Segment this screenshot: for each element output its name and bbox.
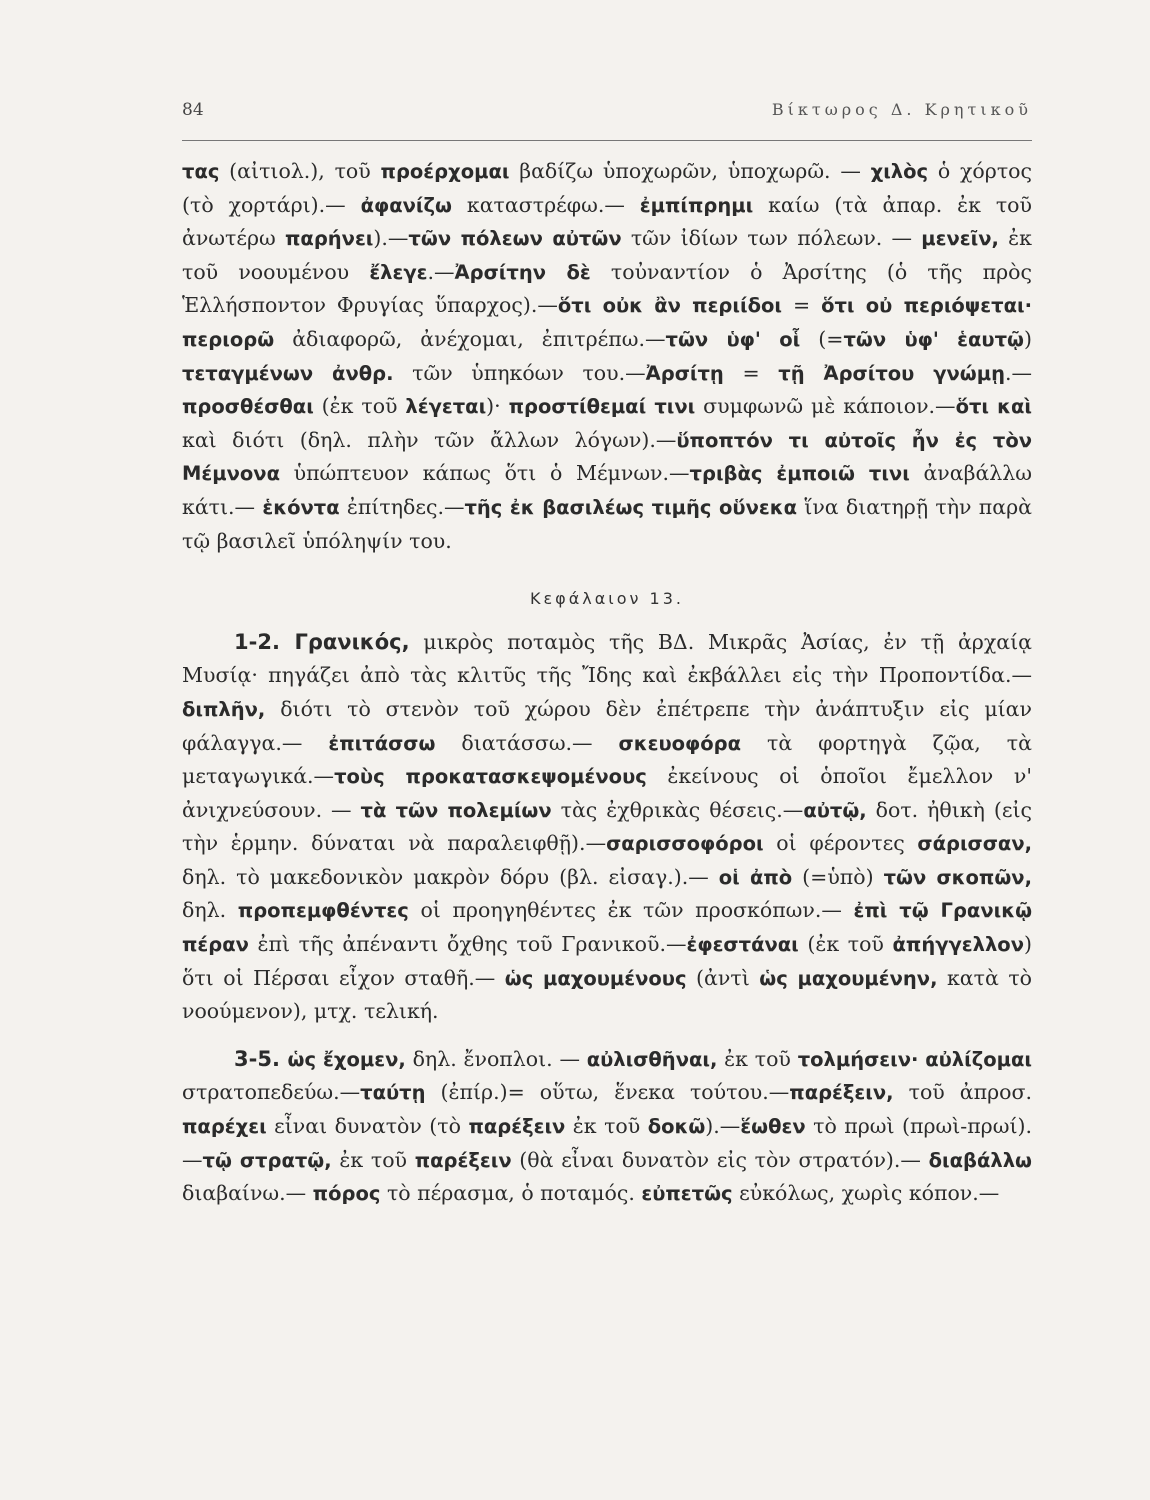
gloss-text: ἀναβάλλω κάτι.— xyxy=(182,461,1032,519)
section-number: 3-5. xyxy=(234,1046,288,1071)
gloss-text: ἐκ τοῦ xyxy=(565,1114,648,1139)
gloss-text: ἀδιαφορῶ, ἀνέχομαι, ἐπιτρέπω.— xyxy=(274,326,666,351)
gloss-text: κατὰ τὸ νοούμενον), μτχ. τελική. xyxy=(182,965,1033,1024)
lemma: προπεμφθέντες xyxy=(237,899,409,923)
lemma: τας xyxy=(182,160,220,183)
lemma: μενεῖν, xyxy=(921,227,999,251)
gloss-text: τὰς ἐχθρικὰς θέσεις.— xyxy=(551,797,804,822)
lemma: λέγεται xyxy=(405,395,487,419)
gloss-text: (ἐπίρ.)= οὕτω, ἕνεκα τούτου.— xyxy=(425,1080,790,1105)
lemma: ὕποπτόν τι αὐτοῖς ἦν ἐς τὸν Μέμνονα xyxy=(182,428,1032,486)
lemma: ὡς μαχουμένην, xyxy=(759,966,938,990)
lemma: παρέξειν xyxy=(468,1115,566,1139)
gloss-text: τῶν ὑπηκόων του.— xyxy=(393,360,646,385)
lemma: προσθέσθαι xyxy=(182,395,314,419)
gloss-text: (θὰ εἶναι δυνατὸν εἰς τὸν στρατόν).— xyxy=(511,1147,929,1172)
gloss-text: μικρὸς ποταμὸς τῆς ΒΔ. Μικρᾶς Ἀσίας, ἐν τῇ ἀρχαίᾳ Μυσίᾳ· πηγάζει ἀπὸ τὰς κλιτῦς τῆς Ἴδης καὶ ἐκβάλλει εἰς τὴν Προποντίδα.— xyxy=(182,629,1032,688)
gloss-text: καίω (τὰ ἀπαρ. ἐκ τοῦ ἀνωτέρω xyxy=(182,192,1032,251)
chapter-heading: Κεφάλαιον 13. xyxy=(530,589,684,609)
lemma: τῶν πόλεων αὐτῶν xyxy=(408,227,622,251)
lemma: ἐμπίπρημι xyxy=(639,193,754,217)
lemma: ἐπιτάσσω xyxy=(328,731,436,755)
gloss-text: οἱ προηγηθέντες ἐκ τῶν προσκόπων.— xyxy=(408,898,854,923)
lemma: ὡς μαχουμένους xyxy=(504,966,687,990)
lemma: τριβὰς ἐμποιῶ τινι xyxy=(689,462,910,486)
lemma: ὅτι καὶ xyxy=(955,395,1032,419)
gloss-text: διαβαίνω.— xyxy=(182,1181,313,1206)
gloss-text: τὸ πρωὶ (πρωὶ-πρωί).— xyxy=(182,1114,1032,1172)
gloss-text: ἐπίτηδες.— xyxy=(339,494,465,519)
lemma: διπλῆν, xyxy=(182,697,266,721)
lemma: τεταγμένων ἀνθρ. xyxy=(182,361,394,385)
lemma: δοκῶ xyxy=(647,1115,706,1139)
running-head: Βίκτωρος Δ. Κρητικοῦ xyxy=(771,100,1032,119)
gloss-text: συμφωνῶ μὲ κάποιον.— xyxy=(695,394,956,419)
gloss-text: τοὐναντίον ὁ Ἀρσίτης (ὁ τῆς πρὸς Ἑλλήσποντον Φρυγίας ὕπαρχος).— xyxy=(182,259,1033,318)
gloss-text: οἱ φέροντες xyxy=(763,831,918,856)
lemma: ἐπὶ τῷ Γρανικῷ πέραν xyxy=(182,899,1033,957)
lemma: αὐλισθῆναι, xyxy=(586,1047,718,1071)
gloss-text: εἶναι δυνατὸν (τὸ xyxy=(266,1114,469,1139)
lemma: ὅτι οὐκ ἂν περιίδοι xyxy=(557,294,782,318)
lemma: εὐπετῶς xyxy=(641,1182,733,1206)
lemma: τολμήσειν· xyxy=(797,1047,919,1071)
gloss-text: ἐπὶ τῆς ἀπέναντι ὄχθης τοῦ Γρανικοῦ.— xyxy=(248,932,687,957)
lemma: προέρχομαι xyxy=(380,160,510,183)
gloss-text: (αἰτιολ.), τοῦ xyxy=(219,159,381,183)
lemma: τῆς ἐκ βασιλέως τιμῆς οὕνεκα xyxy=(464,495,797,519)
lemma: αὐλίζομαι xyxy=(925,1047,1032,1071)
gloss-text: ἵνα διατηρῇ τὴν παρὰ τῷ βασιλεῖ ὑπόληψίν του. xyxy=(182,494,1032,553)
paragraph-3 xyxy=(182,1043,1032,1211)
lemma: τῶν ὑφ' οἷ xyxy=(665,327,801,351)
gloss-text: ἐκ τοῦ νοουμένου xyxy=(182,226,1032,284)
page-header xyxy=(182,100,1032,141)
lemma: ἑκόντα xyxy=(262,495,340,519)
gloss-text: καὶ διότι (δηλ. πλὴν τῶν ἄλλων λόγων).— xyxy=(182,427,677,452)
lemma: αὐτῷ, xyxy=(803,798,867,822)
gloss-text: εὐκόλως, χωρὶς κόπον.— xyxy=(732,1181,1000,1206)
gloss-text: δηλ. τὸ μακεδονικὸν μακρὸν δόρυ (βλ. εἰσαγ.).— xyxy=(182,864,719,889)
gloss-text: ) ὅτι οἱ Πέρσαι εἶχον σταθῆ.— xyxy=(182,932,1032,990)
lemma: χιλὸς xyxy=(870,160,929,183)
lemma: παρέχει xyxy=(182,1115,267,1139)
gloss-text: δηλ. xyxy=(182,898,238,923)
lemma: τῶν ὑφ' ἑαυτῷ xyxy=(843,327,1024,351)
section-number: 1-2. Γρανικός, xyxy=(234,629,410,654)
gloss-text: τοῦ ἀπροσ. xyxy=(893,1080,1032,1105)
lemma: παρέξειν xyxy=(414,1148,512,1172)
gloss-text: διατάσσω.— xyxy=(435,730,619,755)
gloss-text: τὰ φορτηγὰ ζῷα, τὰ μεταγωγικά.— xyxy=(182,730,1032,789)
lemma: σαρισσοφόροι xyxy=(606,832,764,856)
gloss-text: ἐκείνους οἱ ὁποῖοι ἔμελλον ν' ἀνιχνεύσουν. — xyxy=(182,764,1032,822)
gloss-text: ).— xyxy=(373,226,409,251)
gloss-text: ).— xyxy=(705,1114,741,1139)
lemma: τῇ Ἀρσίτου γνώμῃ xyxy=(778,361,1005,385)
lemma: ἔλεγε xyxy=(369,260,428,284)
gloss-text: δοτ. ἠθικὴ (εἰς τὴν ἑρμην. δύναται νὰ παραλειφθῇ).— xyxy=(182,797,1032,856)
gloss-text: ὁ χόρτος (τὸ χορτάρι).— xyxy=(182,159,1032,217)
gloss-text: (ἐκ τοῦ xyxy=(798,932,893,957)
lemma: πόρος xyxy=(312,1182,381,1206)
gloss-text: (ἀντὶ xyxy=(686,965,760,990)
paragraph-2 xyxy=(182,626,1032,1029)
gloss-text: ὑπώπτευον κάπως ὅτι ὁ Μέμνων.— xyxy=(279,461,690,486)
lemma: ἕωθεν xyxy=(740,1115,806,1139)
lemma: ὡς ἔχομεν, xyxy=(287,1047,406,1071)
lemma: σάρισσαν, xyxy=(917,832,1033,856)
gloss-text: )· xyxy=(486,394,509,419)
lemma: τοὺς προκατασκεψομένους xyxy=(334,765,647,789)
lemma: παρέξειν, xyxy=(789,1081,894,1105)
gloss-text: (ἐκ τοῦ xyxy=(313,394,406,419)
gloss-text: (= xyxy=(800,326,844,351)
page xyxy=(182,100,1032,1211)
gloss-text: .— xyxy=(1005,360,1033,385)
gloss-text: ἐκ τοῦ xyxy=(331,1147,415,1172)
gloss-text: στρατοπεδεύω.— xyxy=(182,1080,361,1105)
lemma: ἀπήγγελλον xyxy=(892,933,1024,957)
gloss-text: τῶν ἰδίων των πόλεων. — xyxy=(621,226,922,251)
lemma: οἱ ἀπὸ xyxy=(718,865,793,889)
gloss-text: βαδίζω ὑποχωρῶν, ὑποχωρῶ. — xyxy=(509,159,871,183)
gloss-text: ) xyxy=(1023,326,1032,351)
body-text xyxy=(182,155,1032,1211)
lemma: Ἀρσίτην δὲ xyxy=(454,260,591,284)
lemma: τὰ τῶν πολεμίων xyxy=(360,798,552,822)
lemma: ἐφεστάναι xyxy=(686,933,799,957)
lemma: τῷ στρατῷ, xyxy=(202,1148,332,1172)
gloss-text: (=ὑπὸ) xyxy=(792,864,884,889)
lemma: διαβάλλω xyxy=(928,1148,1032,1172)
lemma: ταύτῃ xyxy=(360,1081,426,1105)
lemma: σκευοφόρα xyxy=(618,731,742,755)
lemma: περιορῶ xyxy=(182,327,275,351)
gloss-text: = xyxy=(723,360,779,385)
lemma: προστίθεμαί τινι xyxy=(508,395,696,419)
gloss-text: τὸ πέρασμα, ὁ ποταμός. xyxy=(380,1181,642,1206)
gloss-text: ἐκ τοῦ xyxy=(717,1046,798,1071)
gloss-text: διότι τὸ στενὸν τοῦ χώρου δὲν ἐπέτρεπε τὴν ἀνάπτυξιν εἰς μίαν φάλαγγα.— xyxy=(182,696,1032,755)
lemma: τῶν σκοπῶν, xyxy=(883,865,1033,889)
lemma: ὅτι οὐ περιόψεται· xyxy=(821,294,1032,318)
lemma: παρήνει xyxy=(285,227,374,251)
gloss-text: .— xyxy=(427,259,455,284)
lemma: ἀφανίζω xyxy=(360,193,452,217)
page-number: 84 xyxy=(182,100,204,120)
gloss-text: δηλ. ἔνοπλοι. — xyxy=(405,1046,587,1071)
gloss-text: καταστρέφω.— xyxy=(452,192,640,217)
gloss-text: = xyxy=(781,293,822,318)
lemma: Ἀρσίτῃ xyxy=(645,361,724,385)
paragraph-1 xyxy=(182,155,1032,558)
